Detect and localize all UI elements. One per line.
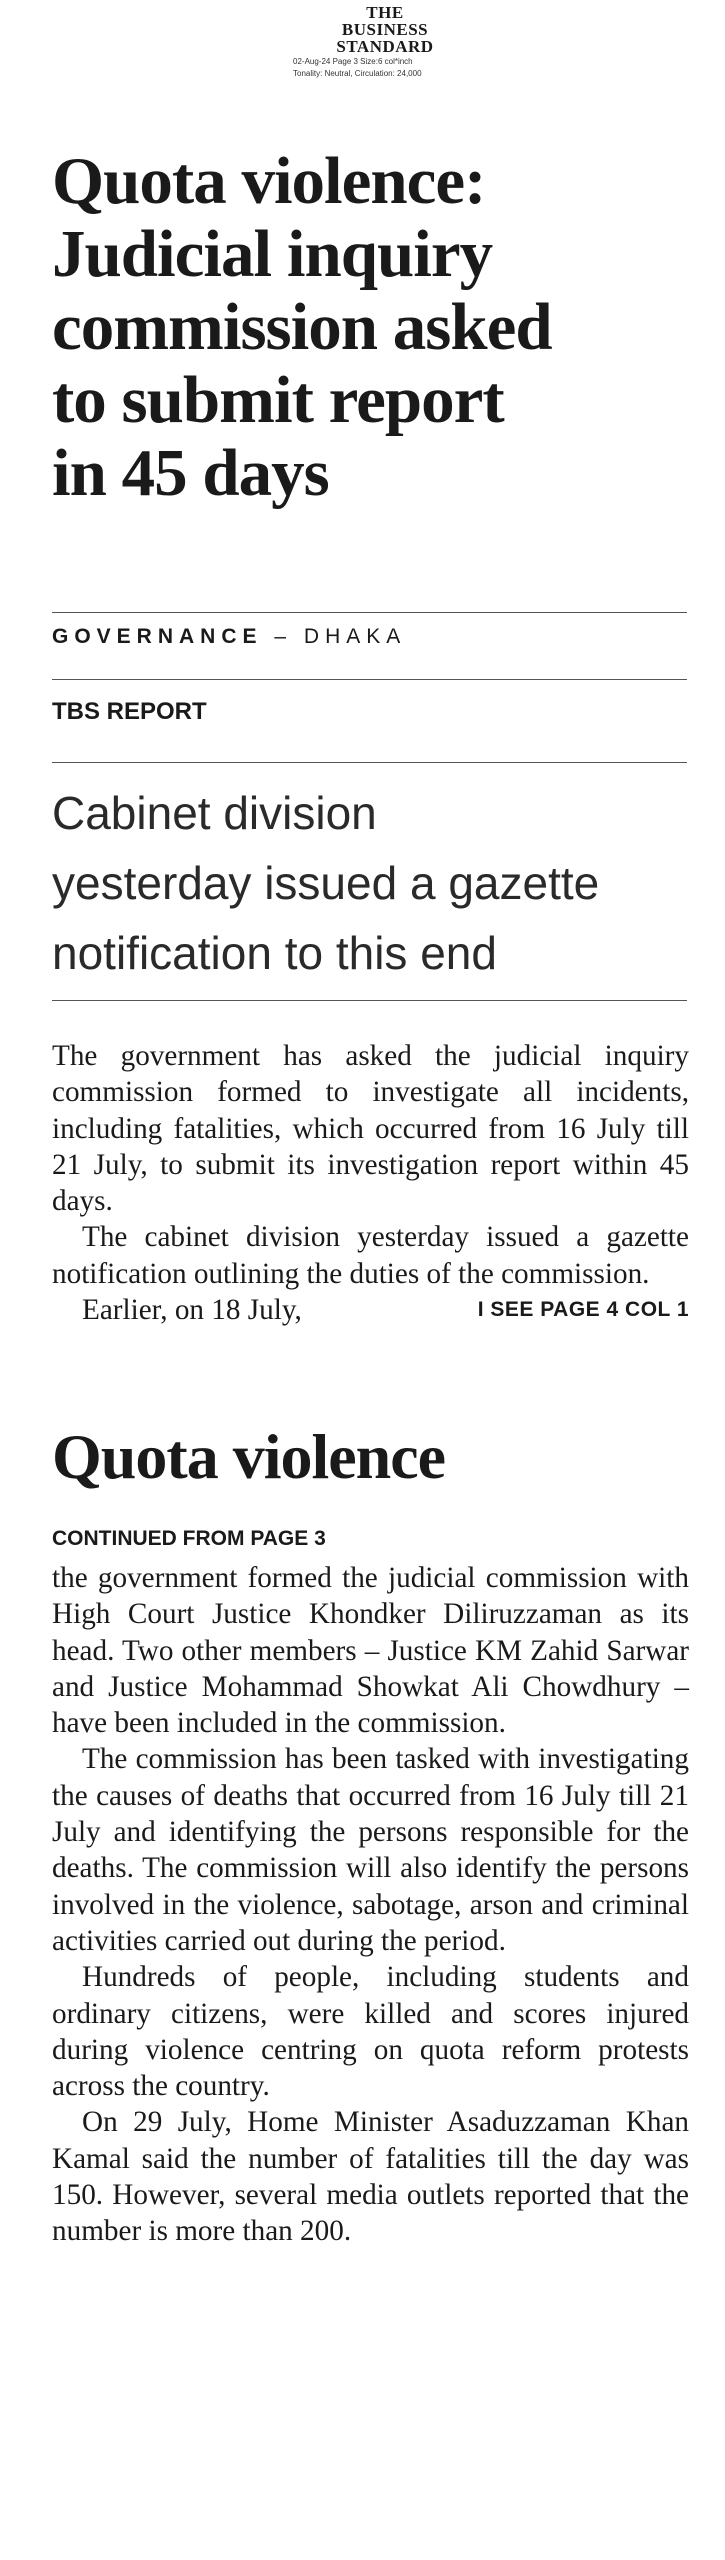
body-paragraph [52, 1292, 689, 1328]
section-label: GOVERNANCE [52, 625, 263, 648]
headline-line: commission asked [52, 290, 552, 364]
body-paragraph: On 29 July, Home Minister Asaduzzaman Khan Kamal said the number of fatalities till the day was 150. However, several media outlets reported that the number is more than 200. [52, 2106, 689, 2248]
masthead-line-1: THE [366, 3, 404, 22]
body-paragraph: The cabinet division yesterday issued a gazette notification outlining the duties of the commission. [52, 1221, 689, 1290]
masthead [285, 4, 485, 79]
body-paragraph: The government has asked the judicial inquiry commission formed to investigate all incidents, including fatalities, which occurred from 16 July till 21 July, to submit its investigation report within 45 days. [52, 1040, 689, 1218]
headline-line: Quota violence: [52, 144, 486, 218]
clipping-meta-2: Tonality: Neutral, Circulation: 24,000 [293, 69, 422, 78]
section-line [52, 625, 406, 649]
deck-line: yesterday issued a gazette [52, 857, 600, 909]
divider [52, 762, 687, 763]
article-headline [52, 145, 692, 510]
headline-line: in 45 days [52, 436, 329, 510]
body-paragraph-text: Earlier, on 18 July, [82, 1294, 302, 1327]
divider [52, 612, 687, 613]
continuation-headline: Quota violence [52, 1421, 446, 1492]
masthead-line-3: STANDARD [336, 37, 434, 56]
continued-label: CONTINUED FROM PAGE 3 [52, 1527, 326, 1550]
dateline-location: DHAKA [303, 625, 407, 648]
divider [52, 679, 687, 680]
continuation-body [52, 1560, 689, 2250]
article-deck [52, 778, 692, 988]
clipping-meta-1: 02-Aug-24 Page 3 Size:6 col*inch [293, 57, 413, 66]
article-body [52, 1038, 689, 1328]
section-separator: – [274, 625, 293, 648]
body-paragraph: The commission has been tasked with investigating the causes of deaths that occurred from 16 July till 21 July and identifying the persons responsible for the deaths. The commission will also identify the persons involved in the violence, sabotage, arson and criminal activities carried out during the period. [52, 1743, 689, 1957]
divider [52, 1000, 687, 1001]
headline-line: Judicial inquiry [52, 217, 493, 291]
body-paragraph: the government formed the judicial commission with High Court Justice Khondker Diliruzzaman as its head. Two other members – Justice KM Zahid Sarwar and Justice Mohammad Showkat Ali Chowdhury – have been included in the commission. [52, 1562, 689, 1740]
headline-line: to submit report [52, 363, 504, 437]
masthead-line-2: BUSINESS [341, 20, 429, 39]
deck-line: Cabinet division [52, 787, 377, 839]
byline: TBS REPORT [52, 698, 207, 725]
body-paragraph: Hundreds of people, including students and ordinary citizens, were killed and scores injured during violence centring on quota reform protests across the country. [52, 1961, 689, 2103]
jump-reference: I SEE PAGE 4 COL 1 [477, 1298, 689, 1322]
deck-line: notification to this end [52, 927, 497, 979]
